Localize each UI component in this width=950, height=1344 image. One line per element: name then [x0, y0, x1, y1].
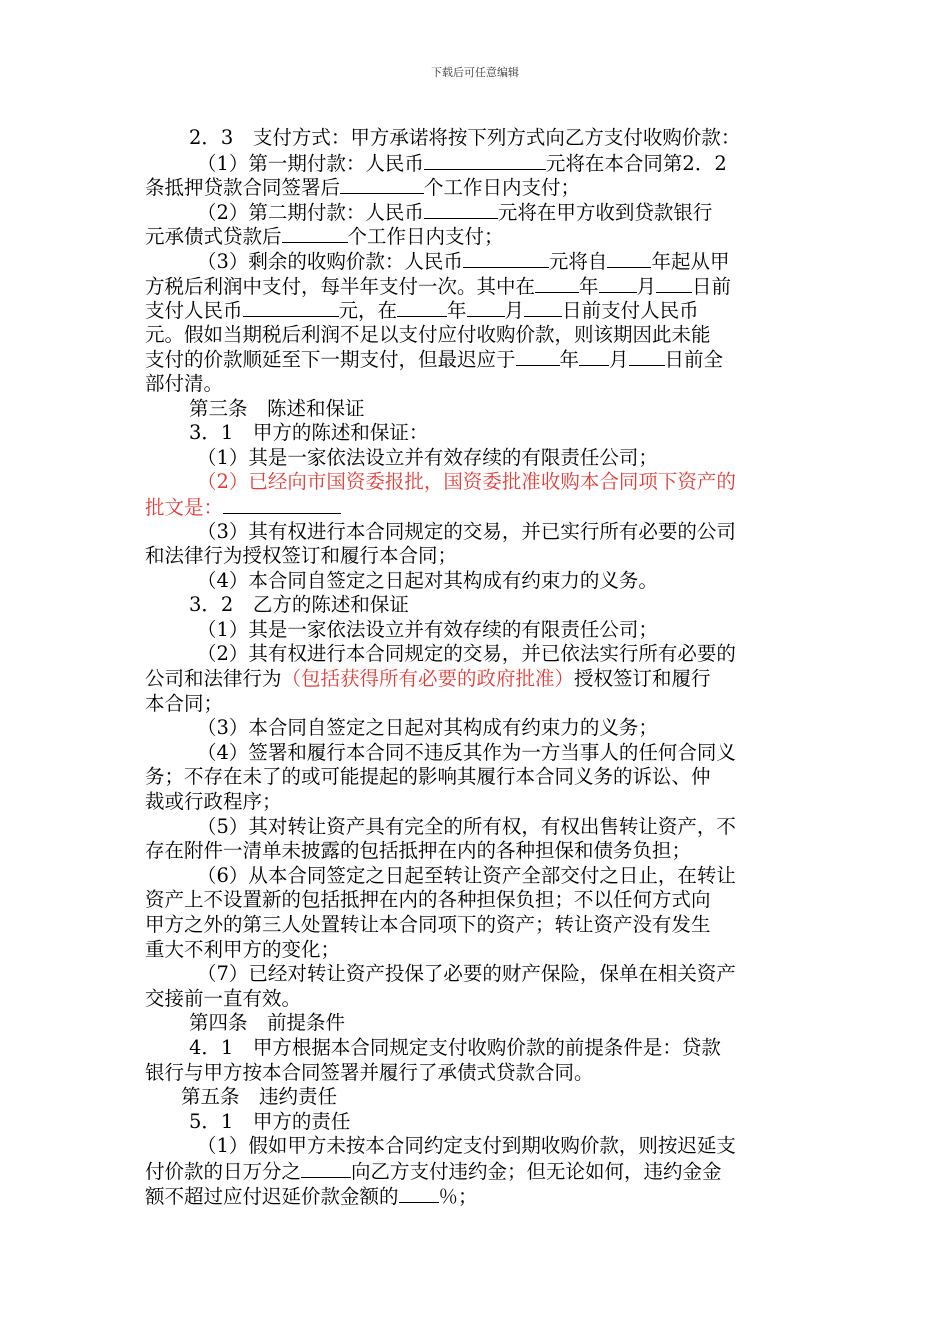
clause-5-1: 5．1 甲方的责任: [189, 1109, 351, 1133]
payment-3-cont-2: 支付人民币 元，在 年 月 日前支付人民币: [145, 299, 699, 323]
gov-approval-highlight: （包括获得所有必要的政府批准）: [281, 667, 575, 691]
payment-2-cont: 元承债式贷款后 个工作日内支付；: [145, 225, 504, 249]
blank-field: [535, 274, 579, 293]
rep-a-2-highlight: （2）已经向市国资委报批，国资委批准收购本合同项下资产的: [197, 470, 736, 494]
article-5-heading: 第五条 违约责任: [181, 1085, 338, 1109]
rep-a-2-cont: 批文是：: [145, 495, 805, 520]
rep-b-4-cont: 务；不存在未了的或可能提起的影响其履行本合同义务的诉讼、仲: [145, 765, 711, 789]
clause-4-1: 4．1 甲方根据本合同规定支付收购价款的前提条件是：贷款: [189, 1035, 721, 1059]
rep-b-6: （6）从本合同签定之日起至转让资产全部交付之日止，在转让: [197, 863, 736, 887]
rep-b-7-cont: 交接前一直有效。: [145, 986, 302, 1010]
blank-field: [629, 347, 665, 366]
rep-b-4-cont-2: 裁或行政程序；: [145, 790, 282, 814]
blank-field: [340, 175, 424, 194]
blank-field: [301, 1159, 351, 1178]
liability-1: （1）假如甲方未按本合同约定支付到期收购价款，则按迟延支: [197, 1134, 736, 1158]
clause-4-1-cont: 银行与甲方按本合同签署并履行了承债式贷款合同。: [145, 1060, 594, 1084]
contract-body: [145, 126, 805, 1208]
rep-b-5: （5）其对转让资产具有完全的所有权，有权出售转让资产，不: [197, 814, 736, 838]
rep-b-4: （4）签署和履行本合同不违反其作为一方当事人的任何合同义: [197, 740, 736, 764]
rep-b-6-cont: 资产上不设置新的包括抵押在内的各种担保负担；不以任何方式向: [145, 888, 711, 912]
rep-b-2-cont-2: 本合同；: [145, 691, 224, 715]
blank-field: [424, 151, 546, 170]
blank-field: [607, 249, 651, 268]
payment-1-cont: 条抵押贷款合同签署后 个工作日内支付；: [145, 176, 581, 200]
blank-field: [579, 347, 609, 366]
rep-b-7: （7）已经对转让资产投保了必要的财产保险，保单在相关资产: [197, 962, 736, 986]
blank-field: [467, 298, 505, 317]
blank-field: [399, 1184, 439, 1203]
rep-a-1: （1）其是一家依法设立并有效存续的有限责任公司；: [197, 445, 658, 469]
blank-field: [463, 249, 549, 268]
rep-b-5-cont: 存在附件一清单未披露的包括抵押在内的各种担保和债务负担；: [145, 839, 692, 863]
clause-2-3: 2．3 支付方式：甲方承诺将按下列方式向乙方支付收购价款：: [189, 126, 741, 149]
payment-1-line: （1）第一期付款：人民币 元将在本合同第2．2: [197, 151, 727, 175]
rep-b-6-cont-3: 重大不利甲方的变化；: [145, 937, 341, 961]
blank-field: [223, 495, 341, 514]
blank-field: [524, 298, 562, 317]
payment-3-cont-1: 方税后利润中支付，每半年支付一次。其中在 年 月 日前: [145, 274, 732, 298]
article-4-heading: 第四条 前提条件: [189, 1011, 346, 1035]
payment-3-cont-4: 支付的价款顺延至下一期支付，但最迟应于 年 月 日前全: [145, 348, 724, 372]
blank-field: [516, 347, 560, 366]
rep-a-3-cont: 和法律行为授权签订和履行本合同；: [145, 544, 458, 568]
liability-1-cont: 付价款的日万分之 向乙方支付违约金；但无论如何，违约金金: [145, 1159, 722, 1183]
blank-field: [282, 224, 348, 243]
rep-b-6-cont-2: 甲方之外的第三人处置转让本合同项下的资产；转让资产没有发生: [145, 913, 711, 936]
rep-b-2: （2）其有权进行本合同规定的交易，并已依法实行所有必要的: [197, 642, 736, 666]
rep-a-3: （3）其有权进行本合同规定的交易，并已实行所有必要的公司: [197, 519, 736, 543]
clause-3-2: 3．2 乙方的陈述和保证: [189, 593, 409, 617]
rep-b-2-cont: 公司和法律行为（包括获得所有必要的政府批准）授权签订和履行: [145, 667, 711, 691]
article-3-heading: 第三条 陈述和保证: [189, 396, 365, 420]
blank-field: [243, 298, 339, 317]
liability-1-cont-2: 额不超过应付迟延价款金额的 ％；: [145, 1184, 478, 1208]
rep-b-3: （3）本合同自签定之日起对其构成有约束力的义务；: [197, 716, 658, 740]
payment-2-line: （2）第二期付款：人民币 元将在甲方收到贷款银行: [197, 200, 713, 224]
blank-field: [599, 274, 637, 293]
blank-field: [424, 200, 498, 219]
rep-b-1: （1）其是一家依法设立并有效存续的有限责任公司；: [197, 617, 658, 641]
clause-3-1: 3．1 甲方的陈述和保证：: [189, 421, 429, 445]
page-header: 下载后可任意编辑: [431, 66, 519, 79]
blank-field: [397, 298, 447, 317]
payment-3-line: （3）剩余的收购价款：人民币 元将自 年起从甲: [197, 249, 730, 273]
payment-3-cont-3: 元。假如当期税后利润不足以支付应付收购价款，则该期因此未能: [145, 322, 711, 346]
blank-field: [656, 274, 692, 293]
rep-a-4: （4）本合同自签定之日起对其构成有约束力的义务。: [197, 568, 658, 592]
payment-3-cont-5: 部付清。: [145, 371, 224, 395]
